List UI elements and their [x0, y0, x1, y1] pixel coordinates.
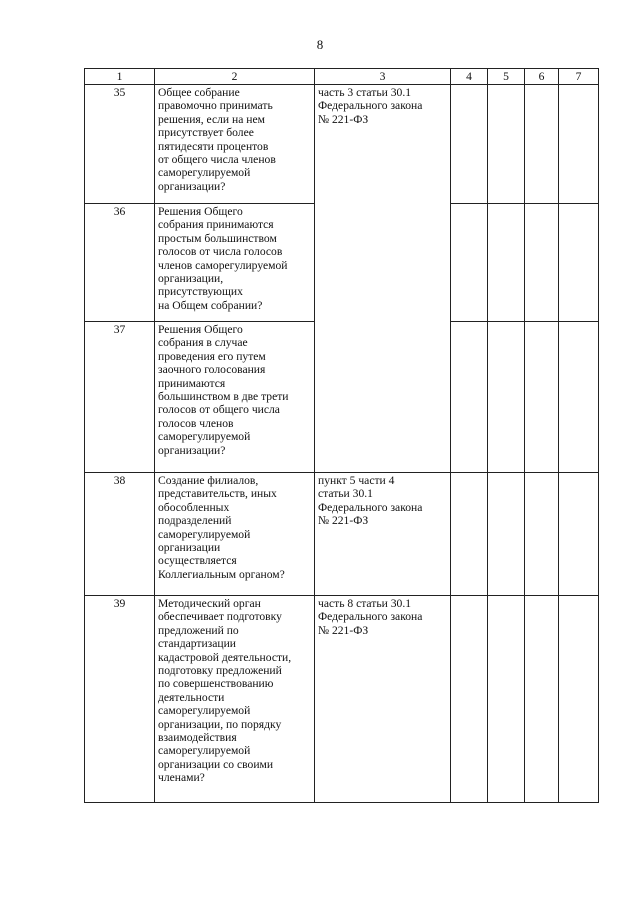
column-header: 6	[525, 69, 559, 85]
question-cell: Методический орган обеспечивает подготовку предложений по стандартизации кадастровой деятельности, подготовку предложений по совершенствованию деятельности саморегулируемой организации, по порядку взаимодействия саморегулируемой организации со своими членами?	[155, 596, 315, 803]
legal-basis-cell: часть 3 статьи 30.1 Федерального закона № 221-ФЗ	[315, 85, 451, 473]
table-row	[85, 85, 599, 204]
column-header: 3	[315, 69, 451, 85]
table-row	[85, 596, 599, 803]
question-cell: Создание филиалов, представительств, иных обособленных подразделений саморегулируемой организации осуществляется Коллегиальным органом?	[155, 473, 315, 596]
answer-cell	[525, 473, 559, 596]
answer-cell	[559, 85, 599, 204]
column-header: 1	[85, 69, 155, 85]
row-number: 36	[85, 204, 155, 322]
answer-cell	[559, 322, 599, 473]
answer-cell	[451, 85, 488, 204]
answer-cell	[451, 596, 488, 803]
column-header: 7	[559, 69, 599, 85]
row-number: 38	[85, 473, 155, 596]
answer-cell	[525, 322, 559, 473]
column-header: 5	[488, 69, 525, 85]
row-number: 39	[85, 596, 155, 803]
answer-cell	[488, 473, 525, 596]
table-header-row	[85, 69, 599, 85]
answer-cell	[525, 596, 559, 803]
question-cell: Общее собрание правомочно принимать решения, если на нем присутствует более пятидесяти процентов от общего числа членов саморегулируемой организации?	[155, 85, 315, 204]
answer-cell	[488, 596, 525, 803]
page-number: 8	[316, 37, 324, 52]
legal-basis-cell: пункт 5 части 4 статьи 30.1 Федерального закона № 221-ФЗ	[315, 473, 451, 596]
row-number: 37	[85, 322, 155, 473]
legal-basis-cell: часть 8 статьи 30.1 Федерального закона № 221-ФЗ	[315, 596, 451, 803]
checklist-table	[84, 68, 599, 803]
answer-cell	[559, 473, 599, 596]
answer-cell	[559, 596, 599, 803]
row-number: 35	[85, 85, 155, 204]
question-cell: Решения Общего собрания принимаются простым большинством голосов от числа голосов членов саморегулируемой организации, присутствующих на Общем собрании?	[155, 204, 315, 322]
column-header: 4	[451, 69, 488, 85]
answer-cell	[525, 85, 559, 204]
column-header: 2	[155, 69, 315, 85]
answer-cell	[488, 322, 525, 473]
answer-cell	[451, 473, 488, 596]
answer-cell	[488, 204, 525, 322]
question-cell: Решения Общего собрания в случае проведения его путем заочного голосования принимаются большинством в две трети голосов от общего числа голосов членов саморегулируемой организации?	[155, 322, 315, 473]
answer-cell	[451, 204, 488, 322]
table-row	[85, 473, 599, 596]
answer-cell	[525, 204, 559, 322]
answer-cell	[451, 322, 488, 473]
answer-cell	[488, 85, 525, 204]
answer-cell	[559, 204, 599, 322]
